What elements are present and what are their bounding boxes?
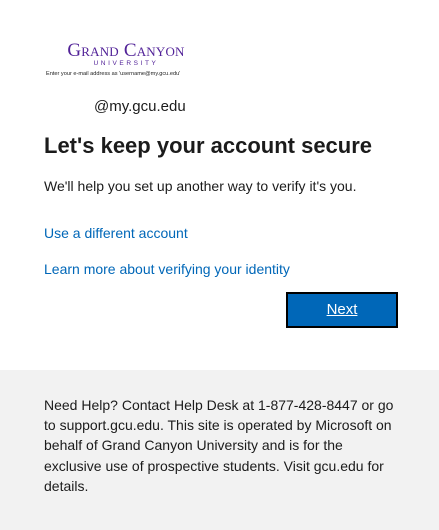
logo-university-sub: UNIVERSITY	[93, 60, 159, 67]
learn-more-link[interactable]: Learn more about verifying your identity	[44, 261, 290, 277]
gcu-logo	[46, 41, 216, 78]
page-title: Let's keep your account secure	[44, 133, 373, 158]
account-identity: @my.gcu.edu	[94, 98, 186, 115]
logo-line1: Grand Canyon	[67, 40, 185, 61]
next-button[interactable]: Next	[286, 292, 398, 328]
page-description: We'll help you set up another way to verify it's you.	[44, 178, 357, 194]
logo-hint-text: Enter your e-mail address as 'username@my.gcu.edu'	[46, 71, 181, 77]
footer-help-text: Need Help? Contact Help Desk at 1-877-428-8447 or go to support.gcu.edu. This site is operated by Microsoft on behalf of Grand Canyon University and is for the exclusive use of prospective students. Visit gcu.edu for details.	[44, 397, 394, 494]
logo-university-name	[46, 41, 206, 60]
footer	[0, 370, 439, 530]
use-different-account-link[interactable]: Use a different account	[44, 225, 188, 241]
